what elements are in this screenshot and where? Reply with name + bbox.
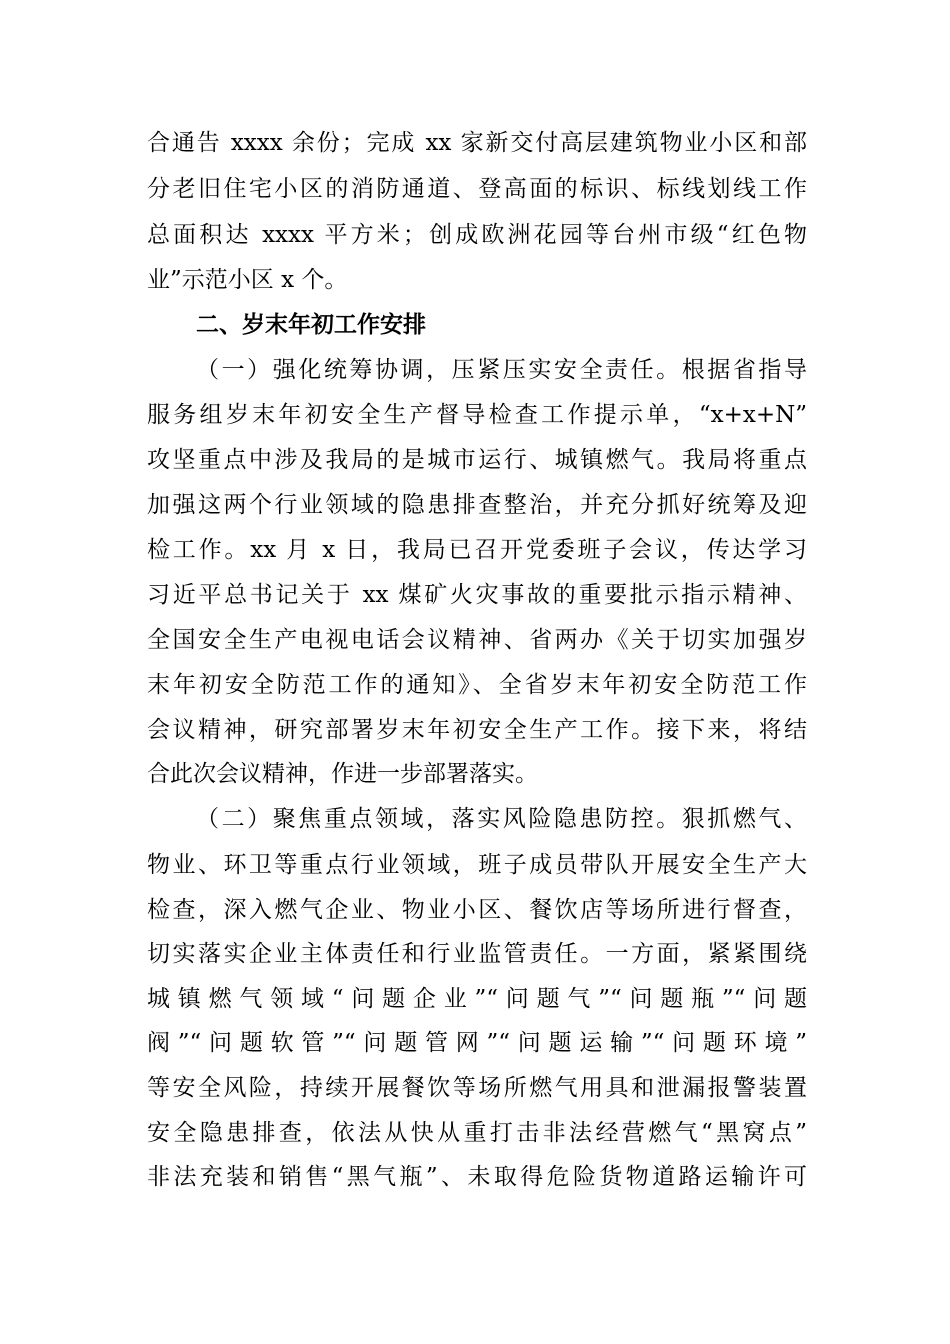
body-text-line: 业”示范小区 x 个。	[147, 267, 348, 293]
body-text-line: 全国安全生产电视电话会议精神、省两办《关于切实加强岁	[147, 627, 807, 653]
body-text-line: 服务组岁末年初安全生产督导检查工作提示单，“x+x+N”	[147, 402, 807, 428]
body-text-line: 末年初安全防范工作的通知》、全省岁末年初安全防范工作	[147, 672, 807, 698]
body-text-line: 检工作。xx 月 x 日，我局已召开党委班子会议，传达学习	[147, 537, 807, 563]
body-text-line: 合此次会议精神，作进一步部署落实。	[147, 761, 538, 787]
paragraph-first-line: （一）强化统筹协调，压紧压实安全责任。根据省指导	[196, 357, 807, 383]
body-text-line: 分老旧住宅小区的消防通道、登高面的标识、标线划线工作	[147, 176, 807, 202]
body-text-line: 阀”“问题软管”“问题管网”“问题运输”“问题环境”	[147, 1030, 807, 1056]
body-text-line: 会议精神，研究部署岁末年初安全生产工作。接下来，将结	[147, 717, 807, 743]
body-text-line: 总面积达 xxxx 平方米；创成欧洲花园等台州市级“红色物	[147, 222, 807, 248]
body-text-line: 切实落实企业主体责任和行业监管责任。一方面，紧紧围绕	[147, 941, 807, 967]
body-text-line: 等安全风险，持续开展餐饮等场所燃气用具和泄漏报警装置	[147, 1075, 807, 1101]
body-text-line: 加强这两个行业领域的隐患排查整治，并充分抓好统筹及迎	[147, 492, 807, 518]
paragraph-first-line: （二）聚焦重点领域，落实风险隐患防控。狠抓燃气、	[196, 806, 807, 832]
body-text-line: 非法充装和销售“黑气瓶”、未取得危险货物道路运输许可	[147, 1164, 807, 1190]
body-text-line: 物业、环卫等重点行业领域，班子成员带队开展安全生产大	[147, 852, 807, 878]
body-text-line: 合通告 xxxx 余份；完成 xx 家新交付高层建筑物业小区和部	[147, 130, 807, 156]
body-text-line: 攻坚重点中涉及我局的是城市运行、城镇燃气。我局将重点	[147, 447, 807, 473]
body-text-line: 安全隐患排查，依法从快从重打击非法经营燃气“黑窝点”	[147, 1120, 807, 1146]
body-text-line: 城镇燃气领域“问题企业”“问题气”“问题瓶”“问题	[147, 986, 807, 1012]
body-text-line: 习近平总书记关于 xx 煤矿火灾事故的重要批示指示精神、	[147, 582, 807, 608]
body-text-line: 检查，深入燃气企业、物业小区、餐饮店等场所进行督查，	[147, 897, 807, 923]
section-heading: 二、岁末年初工作安排	[196, 312, 426, 338]
